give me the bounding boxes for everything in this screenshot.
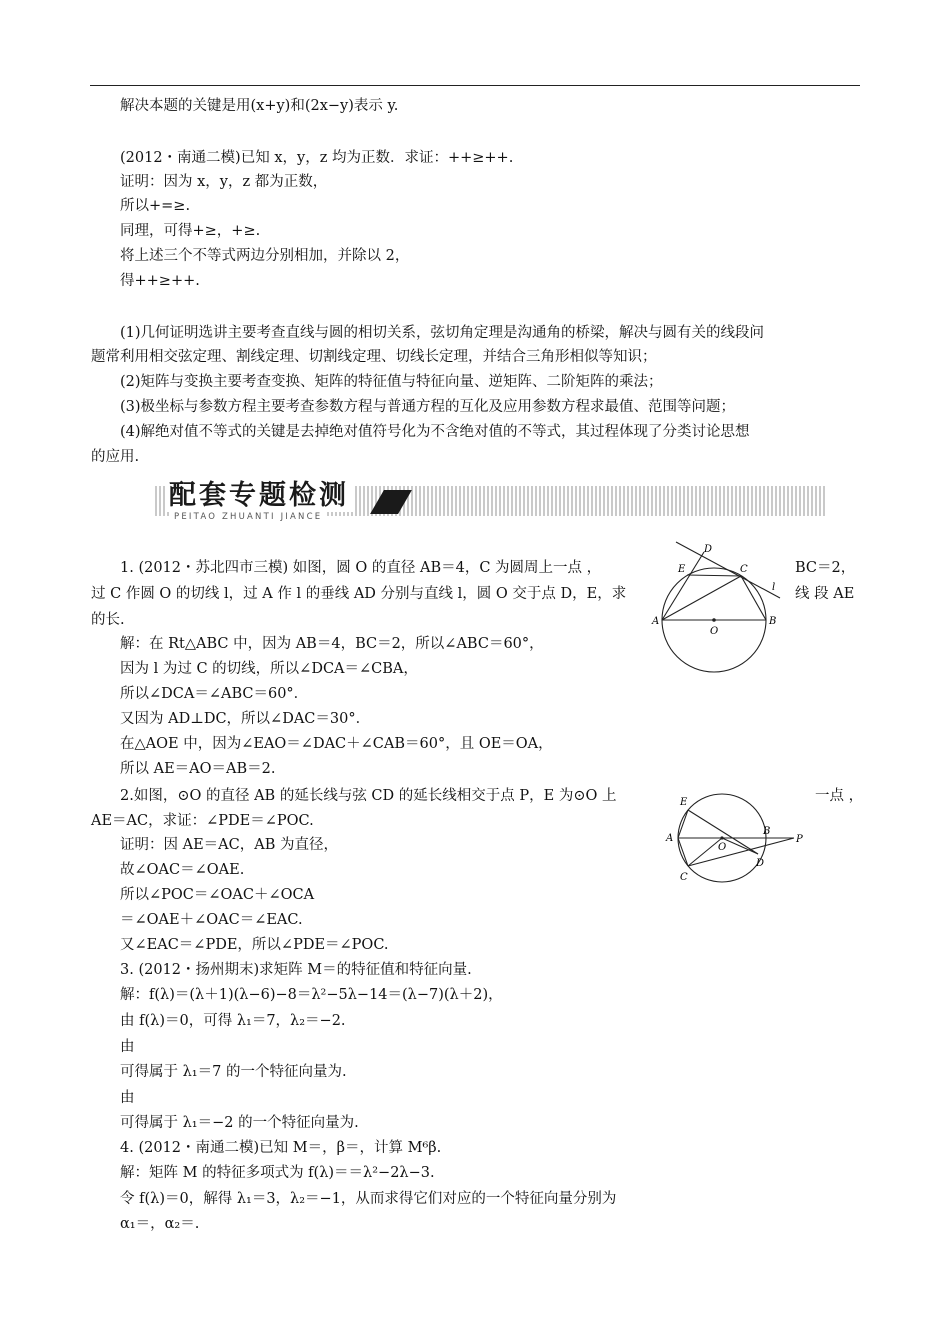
fig2-label-e: E (680, 797, 688, 808)
fig1-label-a: A (652, 616, 660, 627)
fig1-label-b: B (769, 616, 777, 627)
key-line: 解决本题的关键是用(x+y)和(2x−y)表示 y. (120, 98, 399, 114)
figure-circle-secant (660, 790, 810, 890)
p3-line-1: 3. (2012・扬州期末)求矩阵 M＝的特征值和特征向量. (120, 962, 472, 978)
p4-line-4: α₁＝，α₂＝. (120, 1216, 200, 1232)
example-line-2: 证明：因为 x，y，z 都为正数， (120, 174, 328, 190)
section-banner (155, 480, 827, 522)
summary-line-1: (1)几何证明选讲主要考查直线与圆的相切关系，弦切角定理是沟通角的桥梁，解决与圆有关的线段问 (120, 325, 765, 341)
p2-line2: AE＝AC，求证：∠PDE＝∠POC. (91, 813, 314, 829)
example-line-6: 得++≥++. (120, 273, 200, 289)
p2-line1-right: 一点 ， (815, 788, 864, 804)
summary-line-3: (2)矩阵与变换主要考查变换、矩阵的特征值与特征向量、逆矩阵、二阶矩阵的乘法； (120, 374, 663, 390)
summary-line-4: (3)极坐标与参数方程主要考查参数方程与普通方程的互化及应用参数方程求最值、范围等问题； (120, 399, 736, 415)
example-line-4: 同理，可得+≥，+≥. (120, 223, 261, 239)
fig2-label-o: O (718, 842, 727, 853)
p1-solution-6: 所以 AE＝AO＝AB＝2. (120, 761, 276, 777)
p2-line1-left: 2.如图，⊙O 的直径 AB 的延长线与弦 CD 的延长线相交于点 P，E 为⊙O 上 (120, 788, 617, 804)
p3-line-6: 由 (120, 1090, 135, 1106)
p1-line2-left: 过 C 作圆 O 的切线 l，过 A 作 l 的垂线 AD 分别与直线 l，圆 O 交于点 D，E，求 (91, 586, 627, 602)
p2-solution-2: 故∠OAC＝∠OAE. (120, 862, 245, 878)
fig2-label-c: C (680, 872, 688, 883)
p1-solution-4: 又因为 AD⊥DC，所以∠DAC＝30°． (120, 711, 371, 727)
p1-solution-3: 所以∠DCA＝∠ABC＝60°． (120, 686, 309, 702)
p1-solution-5: 在△AOE 中，因为∠EAO＝∠DAC＋∠CAB＝60°，且 OE＝OA， (120, 736, 553, 752)
banner-title: 配套专题检测 (165, 480, 353, 512)
p2-solution-3: 所以∠POC＝∠OAC＋∠OCA (120, 887, 315, 903)
fig1-label-d: D (704, 544, 713, 555)
fig2-label-b: B (763, 826, 771, 837)
fig1-label-c: C (740, 564, 748, 575)
summary-line-5: (4)解绝对值不等式的关键是去掉绝对值符号化为不含绝对值的不等式，其过程体现了分类讨论思想 (120, 424, 750, 440)
p2-solution-1: 证明：因 AE＝AC，AB 为直径， (120, 837, 338, 853)
banner-subtitle: PEITAO ZHUANTI JIANCE (171, 512, 325, 522)
example-line-5: 将上述三个不等式两边分别相加，并除以 2， (120, 248, 410, 264)
fig1-label-o: O (710, 626, 719, 637)
header-rule (90, 85, 860, 86)
summary-line-6: 的应用. (91, 449, 140, 465)
p1-line3: 的长. (91, 612, 125, 628)
fig1-label-e: E (678, 564, 686, 575)
p4-line-3: 令 f(λ)＝0，解得 λ₁＝3，λ₂＝−1，从而求得它们对应的一个特征向量分别为 (120, 1191, 617, 1207)
fig2-label-d: D (756, 858, 765, 869)
p1-solution-2: 因为 l 为过 C 的切线，所以∠DCA＝∠CBA， (120, 661, 418, 677)
p1-line1-right: BC＝2， (795, 560, 856, 576)
p3-line-2: 解：f(λ)＝(λ＋1)(λ−6)−8＝λ²−5λ−14＝(λ−7)(λ＋2)， (120, 987, 503, 1003)
p2-solution-5: 又∠EAC＝∠PDE，所以∠PDE＝∠POC. (120, 937, 389, 953)
p3-line-5: 可得属于 λ₁＝7 的一个特征向量为. (120, 1064, 347, 1080)
fig1-label-l: l (772, 582, 776, 593)
p2-solution-4: ＝∠OAE＋∠OAC＝∠EAC. (120, 912, 303, 928)
p4-line-2: 解：矩阵 M 的特征多项式为 f(λ)＝＝λ²−2λ−3. (120, 1165, 435, 1181)
example-line-1: (2012・南通二模)已知 x，y，z 均为正数．求证：++≥++. (120, 150, 514, 166)
fig2-label-p: P (796, 834, 803, 845)
figure-circle-tangent (648, 540, 788, 675)
p1-solution-1: 解：在 Rt△ABC 中，因为 AB＝4，BC＝2，所以∠ABC＝60°， (120, 636, 544, 652)
p1-line1-left: 1. (2012・苏北四市三模) 如图，圆 O 的直径 AB＝4，C 为圆周上一点 ， (120, 560, 602, 576)
summary-line-2: 题常利用相交弦定理、割线定理、切割线定理、切线长定理，并结合三角形相似等知识； (91, 349, 657, 365)
fig2-label-a: A (666, 833, 674, 844)
p3-line-4: 由 (120, 1039, 135, 1055)
example-line-3: 所以+=≥. (120, 198, 191, 214)
p4-line-1: 4. (2012・南通二模)已知 M＝，β＝，计算 M⁶β. (120, 1140, 442, 1156)
p3-line-3: 由 f(λ)＝0，可得 λ₁＝7，λ₂＝−2. (120, 1013, 346, 1029)
p1-line2-right: 线 段 AE (795, 586, 855, 602)
p3-line-7: 可得属于 λ₁＝−2 的一个特征向量为. (120, 1115, 359, 1131)
